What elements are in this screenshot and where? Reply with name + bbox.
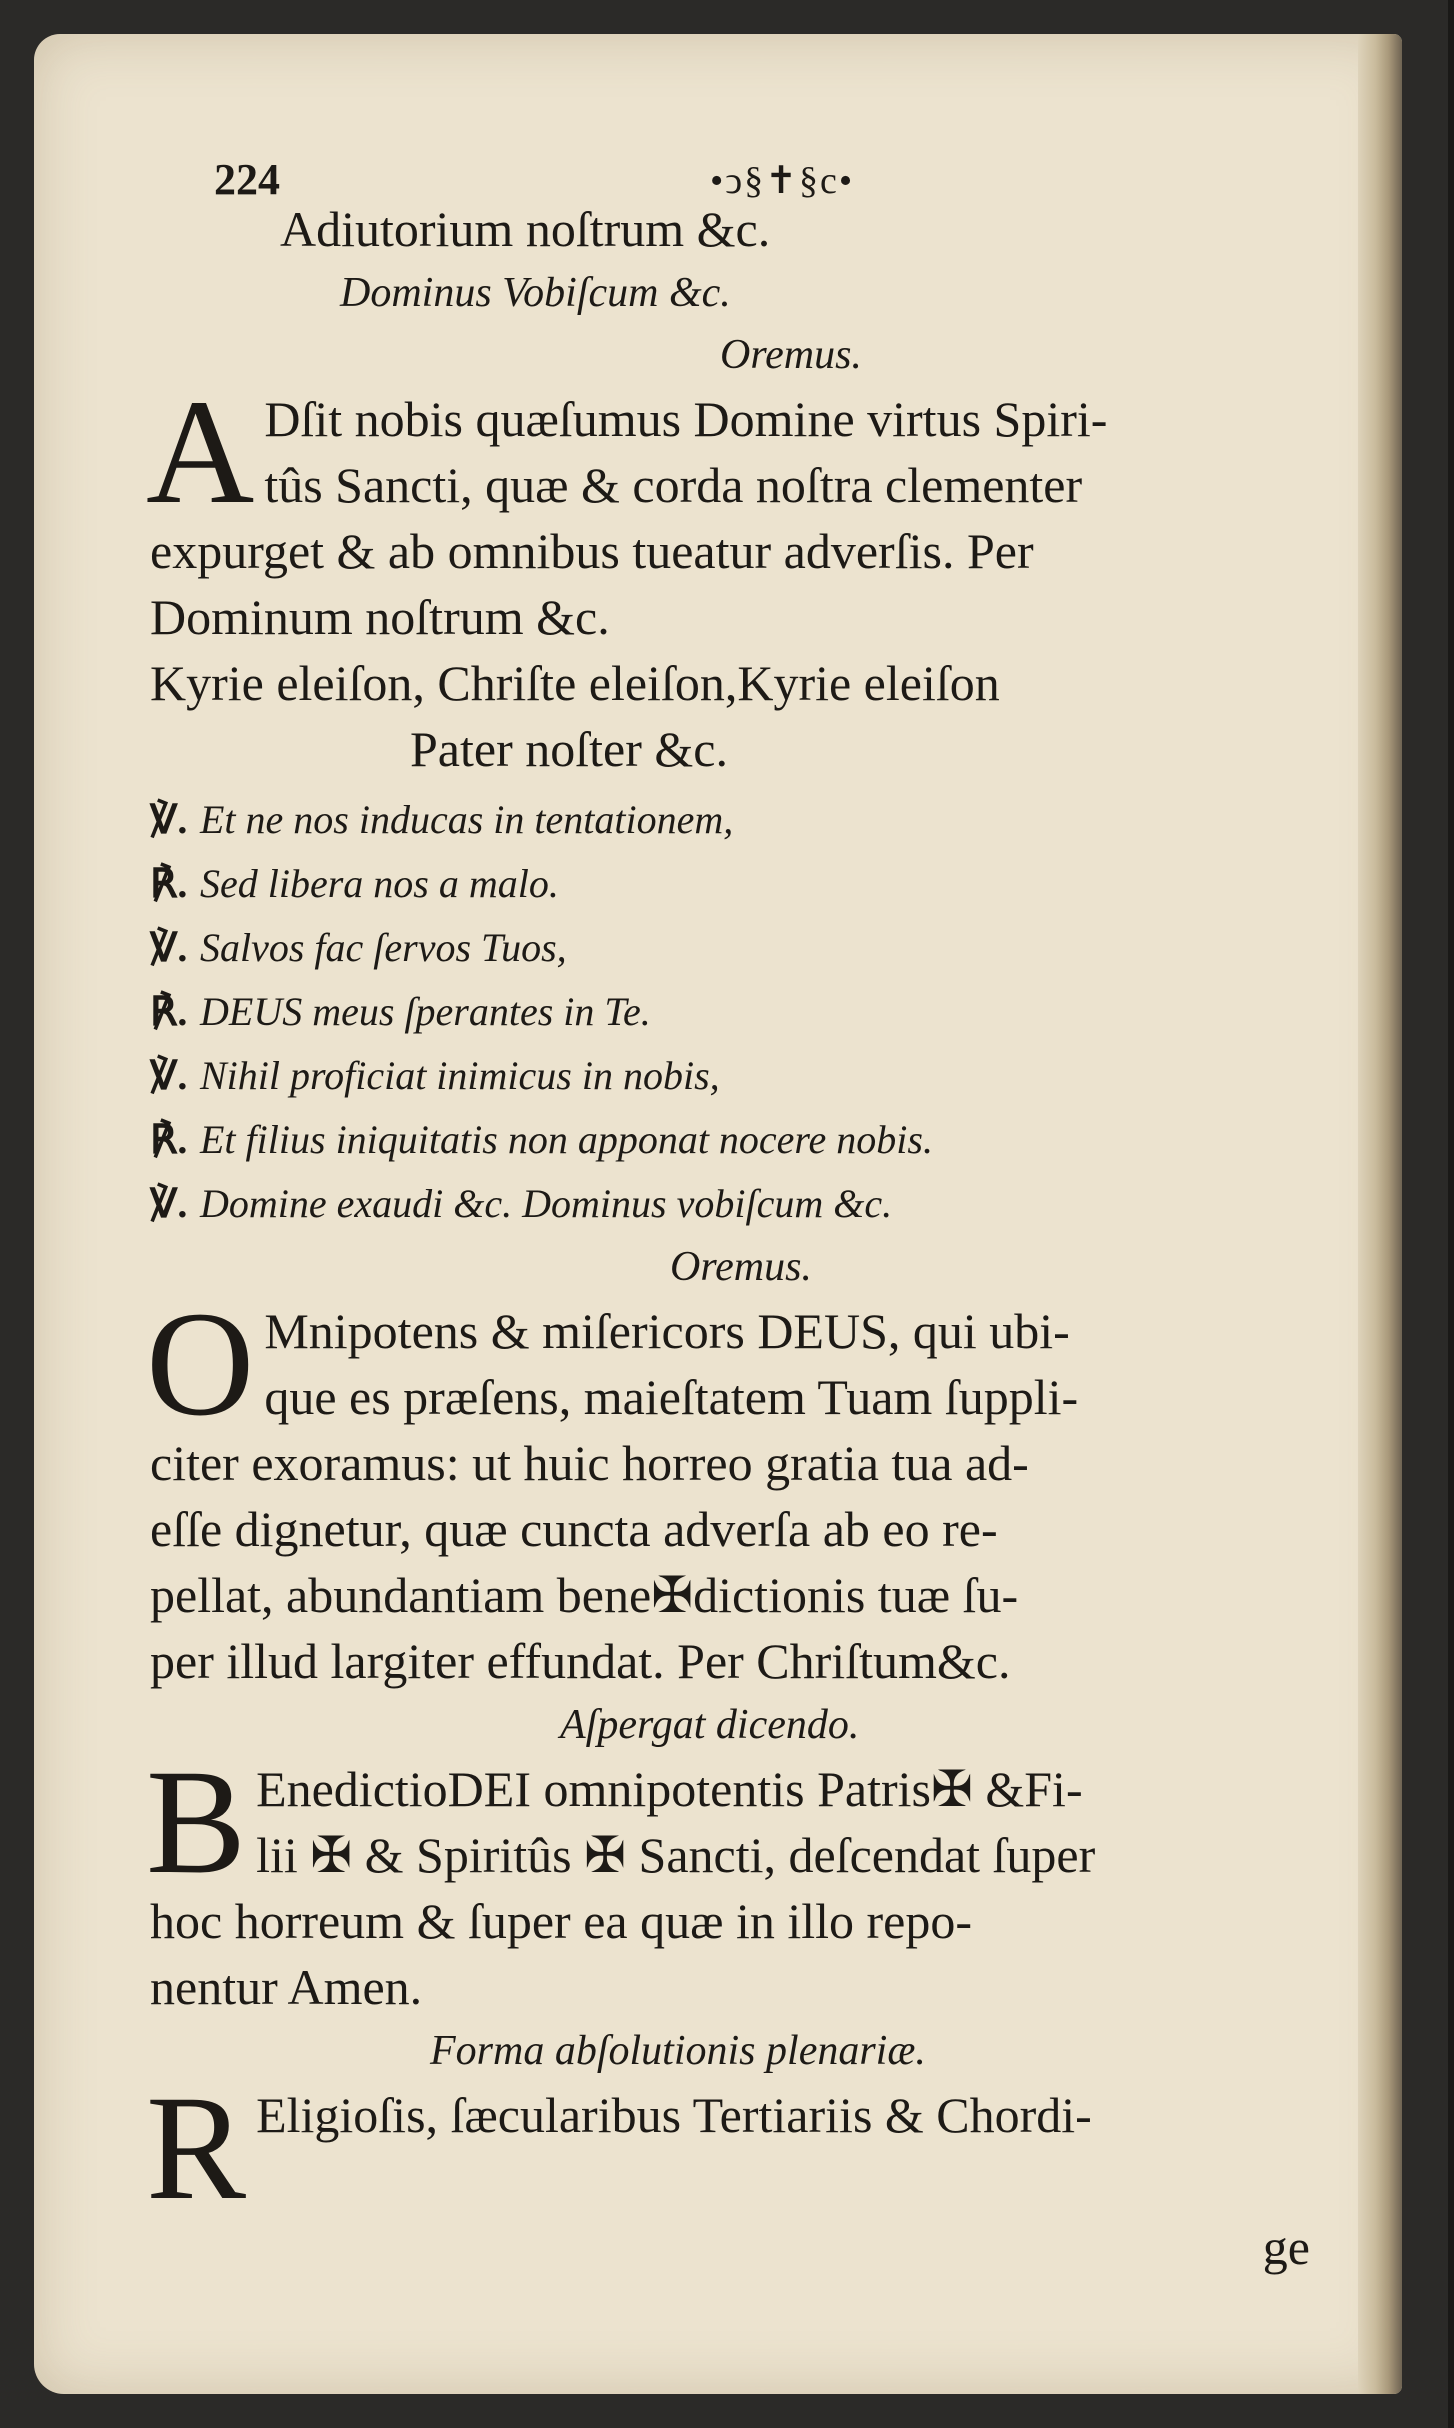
- drop-cap-a: A: [146, 369, 255, 535]
- dominus-vobiscum-line: Dominus Vobiſcum &c.: [340, 270, 731, 316]
- versicle-mark: ℣.: [150, 1053, 188, 1098]
- book-edge: [1448, 0, 1454, 2428]
- prayer-line: EnedictioDEI omnipotentis Patris✠ &Fi-: [256, 1761, 1083, 1817]
- page-text: [146, 110, 1380, 2280]
- versicles: [150, 788, 1380, 1236]
- kyrie-line: Kyrie eleiſon, Chriſte eleiſon,Kyrie eleiſon: [150, 655, 1000, 711]
- prayer-line: nentur Amen.: [150, 1959, 423, 2015]
- prayer-line: eſſe dignetur, quæ cuncta adverſa ab eo re-: [150, 1501, 998, 1557]
- versicle-text: Sed libera nos a malo.: [200, 861, 559, 906]
- prayer-line: tûs Sancti, quæ & corda noſtra clementer: [264, 457, 1083, 513]
- versicle-item: [150, 980, 1380, 1044]
- prayer-line: per illud largiter effundat. Per Chriſtum&c.: [150, 1633, 1011, 1689]
- header-ornament: •ↄ§✝§c•: [710, 160, 855, 202]
- versicle-item: [150, 1108, 1380, 1172]
- versicle-text: Et filius iniquitatis non apponat nocere nobis.: [200, 1117, 933, 1162]
- versicle-item: [150, 916, 1380, 980]
- versicle-mark: ℣.: [150, 1181, 188, 1226]
- response-mark: ℟.: [150, 861, 188, 906]
- prayer-line: Mnipotens & miſericors DEUS, qui ubi-: [264, 1303, 1070, 1359]
- response-mark: ℟.: [150, 989, 188, 1034]
- oremus-heading: Oremus.: [670, 1244, 812, 1290]
- rubric-forma: Forma abſolutionis plenariæ.: [430, 2028, 926, 2074]
- versicle-mark: ℣.: [150, 925, 188, 970]
- prayer-line: citer exoramus: ut huic horreo gratia tua ad-: [150, 1435, 1029, 1491]
- oremus-heading: Oremus.: [720, 332, 862, 378]
- prayer-line: hoc horreum & ſuper ea quæ in illo repo-: [150, 1893, 972, 1949]
- versicle-text: Domine exaudi &c. Dominus vobiſcum &c.: [200, 1181, 893, 1226]
- catchword: ge: [1262, 2219, 1310, 2275]
- prayer-benedictio: [146, 1739, 1380, 2020]
- page-header: [150, 110, 1380, 204]
- versicle-item: [150, 852, 1380, 916]
- drop-cap-b: B: [146, 1739, 247, 1905]
- pater-noster-line: Pater noſter &c.: [410, 721, 728, 777]
- adiutorium-line: Adiutorium noſtrum &c.: [280, 201, 771, 257]
- drop-cap-o: O: [146, 1281, 255, 1447]
- versicle-item: [150, 788, 1380, 852]
- prayer-line: que es præſens, maieſtatem Tuam ſuppli-: [264, 1369, 1079, 1425]
- prayer-line: pellat, abundantiam bene✠dictionis tuæ ſu-: [150, 1567, 1019, 1623]
- versicle-mark: ℣.: [150, 797, 188, 842]
- prayer-line: lii ✠ & Spiritûs ✠ Sancti, deſcendat ſuper: [256, 1827, 1096, 1883]
- response-mark: ℟.: [150, 1117, 188, 1162]
- versicle-text: Salvos fac ſervos Tuos,: [200, 925, 567, 970]
- versicle-item: [150, 1044, 1380, 1108]
- drop-cap-r: R: [146, 2065, 247, 2231]
- versicle-text: DEUS meus ſperantes in Te.: [200, 989, 651, 1034]
- prayer-religiosis: [146, 2065, 1380, 2231]
- prayer-omnipotens: [146, 1281, 1380, 1694]
- prayer-adsit: [146, 369, 1380, 650]
- page-number: 224: [214, 155, 280, 204]
- prayer-line: Dſit nobis quæſumus Domine virtus Spiri-: [264, 391, 1108, 447]
- rubric-aspergat: Aſpergat dicendo.: [560, 1702, 860, 1748]
- versicle-text: Et ne nos inducas in tentationem,: [200, 797, 734, 842]
- prayer-line: Eligioſis, ſæcularibus Tertiariis & Chordi-: [256, 2087, 1092, 2143]
- prayer-line: expurget & ab omnibus tueatur adverſis. Per: [150, 523, 1034, 579]
- versicle-text: Nihil proficiat inimicus in nobis,: [200, 1053, 720, 1098]
- versicle-item: [150, 1172, 1380, 1236]
- prayer-line: Dominum noſtrum &c.: [150, 589, 610, 645]
